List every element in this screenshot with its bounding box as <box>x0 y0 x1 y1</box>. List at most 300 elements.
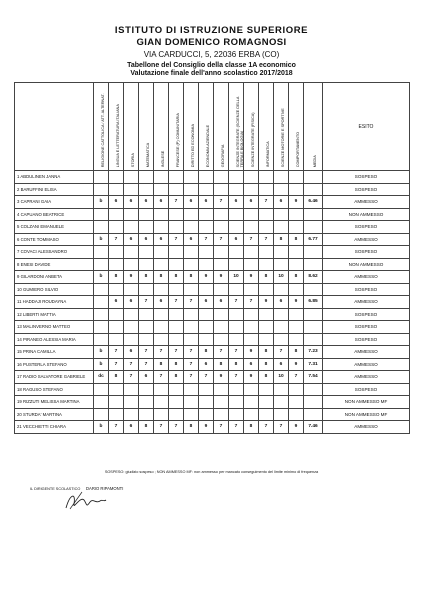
grade-cell: 7 <box>184 358 199 371</box>
grade-cell: 9 <box>244 271 259 284</box>
grade-cell <box>184 258 199 271</box>
student-name: 1 ABDULINEN JANNA <box>15 171 94 184</box>
media-cell <box>304 283 323 296</box>
grade-cell: b <box>94 233 109 246</box>
grade-cell <box>214 221 229 234</box>
subject-header-label: SCIENZE INTEGRATE (SCIENZE DELLA TERRA E BIOLOGIA) <box>236 96 245 167</box>
subject-header <box>259 83 274 171</box>
grade-cell: 7 <box>229 371 244 384</box>
grade-cell: 9 <box>289 196 304 209</box>
grade-cell <box>139 183 154 196</box>
grade-cell: 9 <box>289 296 304 309</box>
subject-header <box>289 83 304 171</box>
grade-cell <box>274 396 289 409</box>
school-type: ISTITUTO DI ISTRUZIONE SUPERIORE <box>114 25 309 36</box>
name-header <box>15 83 94 171</box>
grade-cell <box>124 321 139 334</box>
grade-cell <box>154 246 169 259</box>
grade-cell <box>214 171 229 184</box>
school-name: GIAN DOMENICO ROMAGNOSI <box>136 37 287 48</box>
grade-cell <box>199 321 214 334</box>
esito-cell: SOSPESO <box>323 221 410 234</box>
esito-cell: NON AMMESSO MF <box>323 408 410 421</box>
grade-cell: 7 <box>214 421 229 434</box>
grade-cell <box>169 171 184 184</box>
header-row <box>15 83 410 171</box>
student-row <box>15 233 410 246</box>
grade-cell: 7 <box>154 421 169 434</box>
grade-cell <box>109 408 124 421</box>
grade-cell <box>184 308 199 321</box>
grade-cell: 7 <box>124 371 139 384</box>
grade-cell <box>214 283 229 296</box>
grade-cell <box>124 408 139 421</box>
grade-cell <box>244 308 259 321</box>
grade-cell <box>94 396 109 409</box>
grade-cell <box>109 258 124 271</box>
grade-cell <box>124 171 139 184</box>
grade-cell <box>229 308 244 321</box>
grade-cell: 6 <box>124 296 139 309</box>
grade-cell <box>139 408 154 421</box>
grade-cell <box>199 308 214 321</box>
grade-cell: 7 <box>274 421 289 434</box>
subject-header-label: RELIGIONE CATTOLICA / ATT. ALTERNAT. <box>101 93 105 167</box>
media-cell <box>304 396 323 409</box>
grade-cell <box>229 408 244 421</box>
grade-cell: 6 <box>184 233 199 246</box>
grade-cell <box>94 171 109 184</box>
grade-cell: 6 <box>109 296 124 309</box>
esito-cell: AMMESSO <box>323 271 410 284</box>
student-row <box>15 271 410 284</box>
grade-cell <box>124 383 139 396</box>
grade-cell: 6 <box>199 358 214 371</box>
student-row <box>15 346 410 359</box>
media-cell: 6.85 <box>304 296 323 309</box>
grade-cell <box>139 283 154 296</box>
grade-cell <box>214 208 229 221</box>
grade-cell <box>109 183 124 196</box>
grade-cell: 7 <box>184 346 199 359</box>
grade-cell <box>214 396 229 409</box>
student-row <box>15 383 410 396</box>
media-cell <box>304 308 323 321</box>
grade-cell: 7 <box>124 358 139 371</box>
grade-cell <box>289 208 304 221</box>
grade-cell <box>289 396 304 409</box>
student-row <box>15 221 410 234</box>
grade-cell <box>274 308 289 321</box>
grade-cell <box>259 283 274 296</box>
grade-cell <box>289 408 304 421</box>
grade-cell <box>109 321 124 334</box>
grade-cell <box>169 221 184 234</box>
grade-cell: 7 <box>244 233 259 246</box>
student-row <box>15 421 410 434</box>
grade-cell: 6 <box>214 296 229 309</box>
grade-cell: 6 <box>184 196 199 209</box>
grade-cell: 8 <box>184 271 199 284</box>
media-cell <box>304 208 323 221</box>
grade-cell: 8 <box>109 371 124 384</box>
media-cell <box>304 171 323 184</box>
grade-cell: 8 <box>259 346 274 359</box>
school-address: VIA CARDUCCI, 5, 22036 ERBA (CO) <box>143 50 280 59</box>
grade-cell: 6 <box>124 346 139 359</box>
grade-cell <box>154 321 169 334</box>
grade-cell: 7 <box>139 358 154 371</box>
grade-cell: 9 <box>244 371 259 384</box>
grade-cell <box>109 208 124 221</box>
grade-cell <box>244 333 259 346</box>
student-row <box>15 358 410 371</box>
grade-cell <box>109 283 124 296</box>
grade-cell <box>289 321 304 334</box>
grade-cell <box>229 333 244 346</box>
grade-cell <box>214 308 229 321</box>
student-name: 2 BARUFFINI ELISA <box>15 183 94 196</box>
grade-cell: 9 <box>214 271 229 284</box>
grade-cell <box>244 283 259 296</box>
grade-cell <box>94 308 109 321</box>
grade-cell <box>199 221 214 234</box>
grade-cell <box>94 296 109 309</box>
grade-cell: 6 <box>244 196 259 209</box>
student-name: 4 CAPUANO BEATRICE <box>15 208 94 221</box>
grade-cell <box>274 333 289 346</box>
student-name: 12 LIBERTI MATTIA <box>15 308 94 321</box>
grade-cell: 7 <box>259 233 274 246</box>
esito-cell: AMMESSO <box>323 371 410 384</box>
grade-cell <box>169 208 184 221</box>
grade-cell <box>139 221 154 234</box>
grade-cell <box>199 408 214 421</box>
grade-cell <box>274 258 289 271</box>
grade-cell <box>274 383 289 396</box>
grade-cell <box>94 321 109 334</box>
media-cell <box>304 246 323 259</box>
document-title: Tabellone del Consiglio della classe 1A economico <box>127 62 296 69</box>
subject-header <box>244 83 259 171</box>
subject-header-label: ECONOMIA AZIENDALE <box>206 124 210 167</box>
grade-cell: 8 <box>214 358 229 371</box>
grade-cell: 8 <box>139 421 154 434</box>
grade-cell <box>154 171 169 184</box>
grade-cell <box>184 171 199 184</box>
student-row <box>15 283 410 296</box>
grade-cell <box>139 383 154 396</box>
grade-cell <box>274 183 289 196</box>
grade-cell <box>154 258 169 271</box>
grade-cell: 8 <box>289 271 304 284</box>
media-cell: 7.31 <box>304 358 323 371</box>
grade-cell: b <box>94 346 109 359</box>
grade-cell <box>199 171 214 184</box>
grade-cell: 6 <box>139 371 154 384</box>
grade-cell <box>259 221 274 234</box>
grade-cell <box>169 333 184 346</box>
esito-cell: SOSPESO <box>323 246 410 259</box>
student-row <box>15 408 410 421</box>
student-row <box>15 396 410 409</box>
signature-name: DARIO RIPAMONTI <box>86 486 124 491</box>
grade-cell <box>259 183 274 196</box>
grade-cell <box>124 283 139 296</box>
student-name: 16 PUSTERLA STEFANO <box>15 358 94 371</box>
grade-cell <box>289 308 304 321</box>
subject-header-label: SCIENZE INTEGRATE (FISICA) <box>251 112 255 167</box>
grade-cell <box>139 396 154 409</box>
grade-cell <box>274 321 289 334</box>
grade-cell: 8 <box>259 358 274 371</box>
grade-cell <box>214 333 229 346</box>
grade-cell <box>199 333 214 346</box>
grade-cell <box>289 183 304 196</box>
media-cell <box>304 221 323 234</box>
grade-cell: 7 <box>184 296 199 309</box>
grade-cell: 9 <box>214 371 229 384</box>
grade-cell: 6 <box>124 196 139 209</box>
student-row <box>15 308 410 321</box>
grade-cell: 6 <box>124 233 139 246</box>
grade-cell <box>259 333 274 346</box>
grade-cell: 8 <box>169 271 184 284</box>
subject-header <box>304 83 323 171</box>
esito-cell: AMMESSO <box>323 196 410 209</box>
grade-cell: 9 <box>289 421 304 434</box>
grade-cell: 6 <box>139 196 154 209</box>
grade-cell <box>154 221 169 234</box>
grade-cell <box>184 246 199 259</box>
esito-cell: SOSPESO <box>323 183 410 196</box>
subject-header <box>274 83 289 171</box>
esito-cell: SOSPESO <box>323 171 410 184</box>
grade-cell <box>259 258 274 271</box>
grade-cell <box>154 383 169 396</box>
grade-cell: 8 <box>139 271 154 284</box>
grade-cell: 7 <box>214 233 229 246</box>
grade-cell: 10 <box>274 271 289 284</box>
handwritten-signature <box>62 490 108 512</box>
student-row <box>15 183 410 196</box>
grade-cell: 6 <box>109 196 124 209</box>
grade-cell: 8 <box>169 358 184 371</box>
grade-cell: 6 <box>229 233 244 246</box>
grade-cell: 8 <box>244 421 259 434</box>
grade-cell <box>154 408 169 421</box>
grade-cell <box>274 221 289 234</box>
grade-cell: 8 <box>259 371 274 384</box>
grade-cell: 7 <box>184 371 199 384</box>
student-row <box>15 196 410 209</box>
grade-cell <box>259 396 274 409</box>
student-name: 17 RADIO SALVATORE GABRIELE <box>15 371 94 384</box>
grade-cell: 9 <box>199 421 214 434</box>
grade-cell <box>244 221 259 234</box>
esito-cell: NON AMMESSO MF <box>323 396 410 409</box>
student-name: 7 COVACI ALESSANDRO <box>15 246 94 259</box>
grade-cell <box>274 208 289 221</box>
media-cell: 6.77 <box>304 233 323 246</box>
grade-cell: 7 <box>259 421 274 434</box>
legend-note: SOSPESO: giudizio sospeso ; NON AMMESSO MF: non ammesso per mancato conseguimento del limite minimo di frequenza <box>104 470 319 474</box>
grade-cell <box>214 258 229 271</box>
grade-cell: 7 <box>109 346 124 359</box>
subject-header-label: INGLESE <box>161 150 165 167</box>
student-name: 14 PIRANEO ALESSIA MARIA <box>15 333 94 346</box>
grade-cell: 6 <box>124 421 139 434</box>
student-name: 11 HADDAJI ROUDAYNA <box>15 296 94 309</box>
media-cell <box>304 408 323 421</box>
grade-cell <box>229 283 244 296</box>
grade-cell: 7 <box>139 296 154 309</box>
esito-cell: SOSPESO <box>323 308 410 321</box>
grade-cell <box>94 183 109 196</box>
student-row <box>15 296 410 309</box>
grade-cell <box>259 321 274 334</box>
subject-header-label: GEOGRAFIA <box>221 144 225 167</box>
grade-cell <box>289 333 304 346</box>
grade-cell <box>169 383 184 396</box>
subject-header-label: COMPORTAMENTO <box>296 131 300 167</box>
grade-cell <box>139 246 154 259</box>
grade-cell: 7 <box>169 421 184 434</box>
grade-cell <box>199 183 214 196</box>
grade-cell <box>244 321 259 334</box>
grade-cell <box>124 308 139 321</box>
grade-cell: 8 <box>109 271 124 284</box>
grade-cell: 7 <box>274 346 289 359</box>
grade-cell <box>244 383 259 396</box>
subject-header <box>229 83 244 171</box>
grade-cell: 7 <box>154 346 169 359</box>
esito-cell: SOSPESO <box>323 283 410 296</box>
grade-cell: 9 <box>244 346 259 359</box>
grade-cell <box>244 246 259 259</box>
grade-cell <box>154 333 169 346</box>
subject-header <box>214 83 229 171</box>
subject-header-label: MATEMATICA <box>146 142 150 167</box>
grade-cell: 6 <box>199 296 214 309</box>
student-name: 21 VECCHIETTI CHIARA <box>15 421 94 434</box>
grade-cell <box>184 221 199 234</box>
media-cell <box>304 258 323 271</box>
subject-header <box>124 83 139 171</box>
grade-cell <box>274 171 289 184</box>
grade-cell: 8 <box>274 233 289 246</box>
grade-cell <box>154 183 169 196</box>
grade-cell <box>94 383 109 396</box>
grade-cell: 7 <box>214 346 229 359</box>
grade-cell <box>214 321 229 334</box>
student-row <box>15 246 410 259</box>
grade-cell: 10 <box>274 371 289 384</box>
media-cell: 6.46 <box>304 196 323 209</box>
grade-cell <box>169 258 184 271</box>
grade-cell <box>199 283 214 296</box>
grade-cell: 9 <box>124 271 139 284</box>
student-name: 19 RIZZUTI MELISSA MARTINA <box>15 396 94 409</box>
grade-cell <box>274 408 289 421</box>
grade-cell <box>184 283 199 296</box>
grade-cell <box>139 171 154 184</box>
grade-cell: 7 <box>199 233 214 246</box>
media-cell <box>304 333 323 346</box>
grade-cell <box>94 258 109 271</box>
grade-cell <box>139 208 154 221</box>
grade-cell <box>124 396 139 409</box>
grade-cell <box>214 183 229 196</box>
grade-cell <box>289 171 304 184</box>
grade-cell <box>109 333 124 346</box>
grade-cell <box>289 258 304 271</box>
subject-header-label: MEDIA <box>313 154 317 167</box>
grade-cell <box>229 208 244 221</box>
media-cell <box>304 383 323 396</box>
student-name: 6 CONTE TOMMASO <box>15 233 94 246</box>
grade-cell <box>229 246 244 259</box>
grade-cell <box>109 383 124 396</box>
student-name: 18 RAGUSO STEFANO <box>15 383 94 396</box>
grade-cell: 7 <box>199 371 214 384</box>
esito-cell: NON AMMESSO <box>323 208 410 221</box>
grade-cell: 7 <box>169 233 184 246</box>
grade-cell <box>199 383 214 396</box>
grade-cell <box>244 171 259 184</box>
grade-cell: 8 <box>154 271 169 284</box>
esito-cell: AMMESSO <box>323 296 410 309</box>
grade-cell <box>259 308 274 321</box>
grade-cell <box>109 221 124 234</box>
esito-cell: AMMESSO <box>323 358 410 371</box>
grade-cell: 6 <box>274 358 289 371</box>
grade-cell <box>184 183 199 196</box>
grade-cell <box>94 208 109 221</box>
grade-cell: 7 <box>169 296 184 309</box>
subject-header-label: INFORMATICA <box>266 141 270 167</box>
media-cell <box>304 321 323 334</box>
grade-cell <box>184 208 199 221</box>
grade-cell: 8 <box>289 233 304 246</box>
grade-cell <box>124 333 139 346</box>
student-name: 3 CAPRANI GAIA <box>15 196 94 209</box>
grade-cell <box>229 171 244 184</box>
grade-cell <box>229 221 244 234</box>
grade-cell: 6 <box>274 296 289 309</box>
grade-cell: 6 <box>139 233 154 246</box>
subject-header <box>109 83 124 171</box>
grade-cell: b <box>94 421 109 434</box>
grade-cell <box>289 246 304 259</box>
subject-header-label: FRANCESE (P) COMUNITARIA <box>176 112 180 167</box>
grade-cell: 7 <box>214 196 229 209</box>
grade-cell <box>139 258 154 271</box>
grade-cell <box>124 208 139 221</box>
grade-cell <box>169 283 184 296</box>
grade-cell <box>94 246 109 259</box>
grade-cell <box>214 383 229 396</box>
grade-cell: 6 <box>154 233 169 246</box>
grade-cell: 6 <box>244 358 259 371</box>
grade-cell: 9 <box>199 271 214 284</box>
grade-cell <box>214 246 229 259</box>
grade-cell <box>184 396 199 409</box>
grade-cell <box>169 396 184 409</box>
grade-cell <box>274 246 289 259</box>
grade-cell <box>229 383 244 396</box>
grade-cell <box>124 246 139 259</box>
